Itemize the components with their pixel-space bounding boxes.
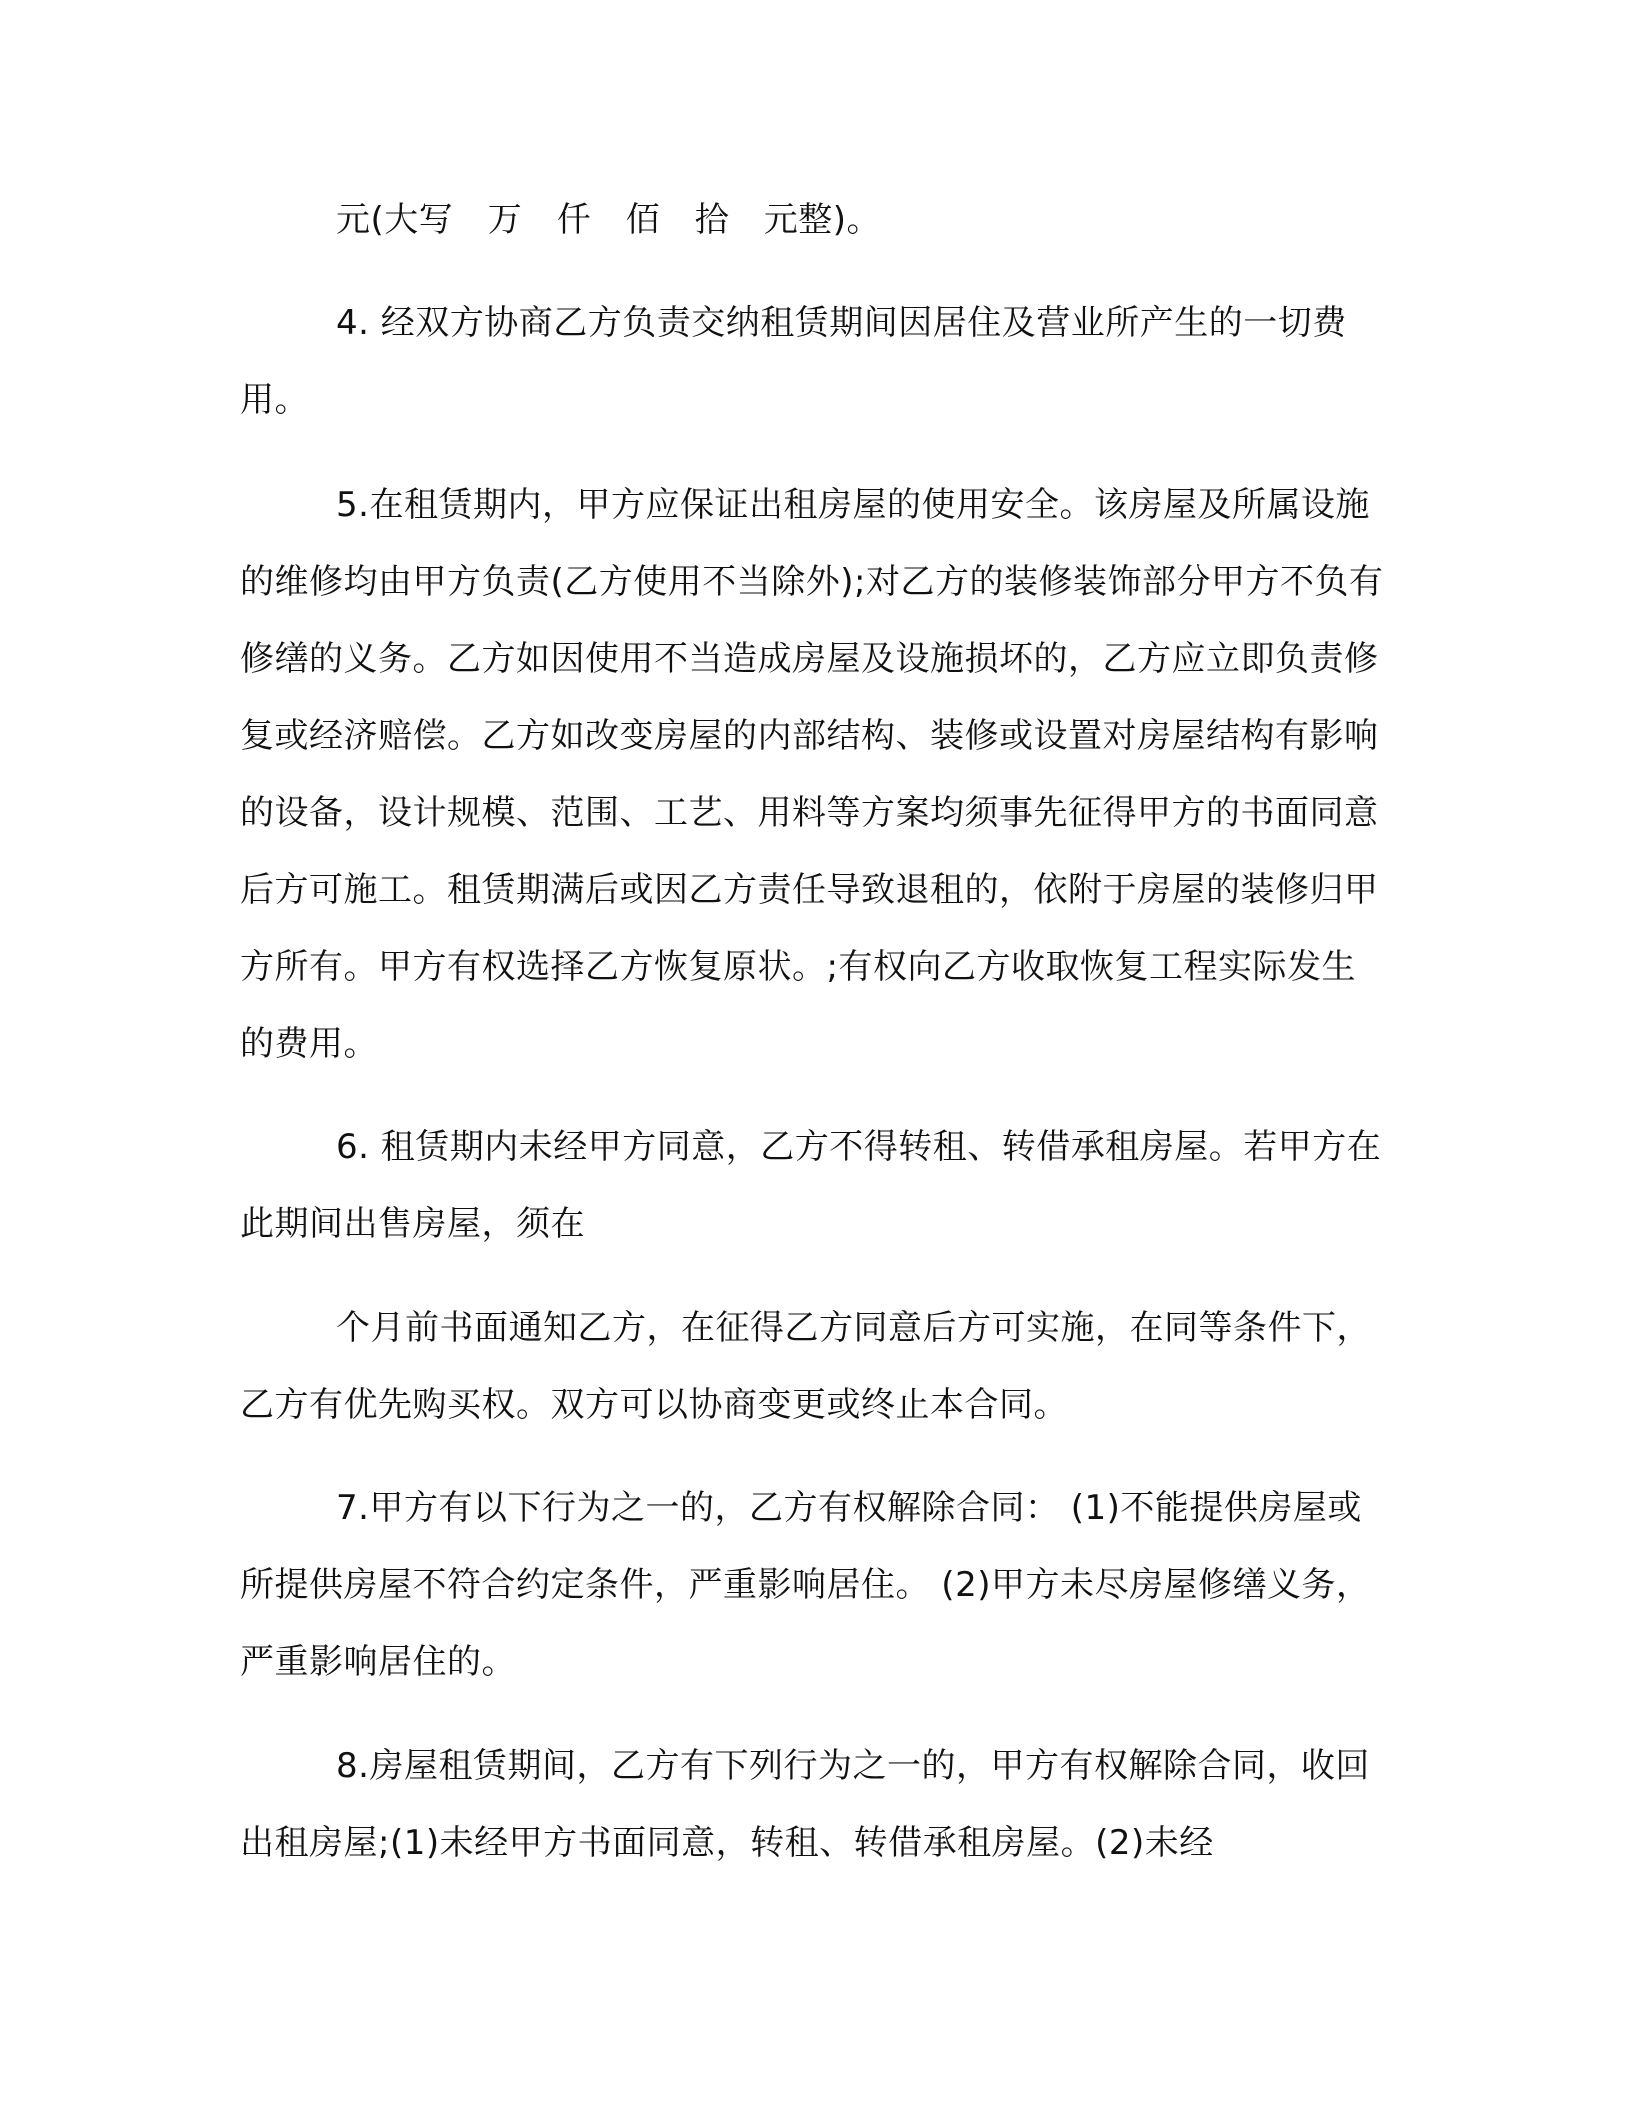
paragraph-amount-in-words: 元(大写 万 仟 佰 拾 元整)。	[336, 200, 882, 240]
paragraph-clause-6-continued: 个月前书面通知乙方，在征得乙方同意后方可实施，在同等条件下，乙方有优先购买权。双方可以协商变更或终止本合同。	[240, 1308, 1371, 1425]
paragraph-clause-6: 6. 租赁期内未经甲方同意，乙方不得转租、转借承租房屋。若甲方在此期间出售房屋，须在	[240, 1127, 1382, 1244]
paragraph-clause-5: 5.在租赁期内，甲方应保证出租房屋的使用安全。该房屋及所属设施的维修均由甲方负责(乙方使用不当除外);对乙方的装修装饰部分甲方不负有修缮的义务。乙方如因使用不当造成房屋及设施损坏的，乙方应立即负责修复或经济赔偿。乙方如改变房屋的内部结构、装修或设置对房屋结构有影响的设备，设计规模、范围、工艺、用料等方案均须事先征得甲方的书面同意后方可施工。租赁期满后或因乙方责任导致退租的，依附于房屋的装修归甲方所有。甲方有权选择乙方恢复原状。;有权向乙方收取恢复工程实际发生的费用。	[240, 485, 1384, 1064]
paragraph-clause-7: 7.甲方有以下行为之一的，乙方有权解除合同： (1)不能提供房屋或所提供房屋不符合约定条件，严重影响居住。 (2)甲方未尽房屋修缮义务，严重影响居住的。	[240, 1488, 1371, 1682]
paragraph-clause-4: 4. 经双方协商乙方负责交纳租赁期间因居住及营业所产生的一切费用。	[240, 303, 1347, 420]
paragraph-clause-8: 8.房屋租赁期间，乙方有下列行为之一的，甲方有权解除合同，收回出租房屋;(1)未经甲方书面同意，转租、转借承租房屋。(2)未经	[240, 1746, 1370, 1863]
